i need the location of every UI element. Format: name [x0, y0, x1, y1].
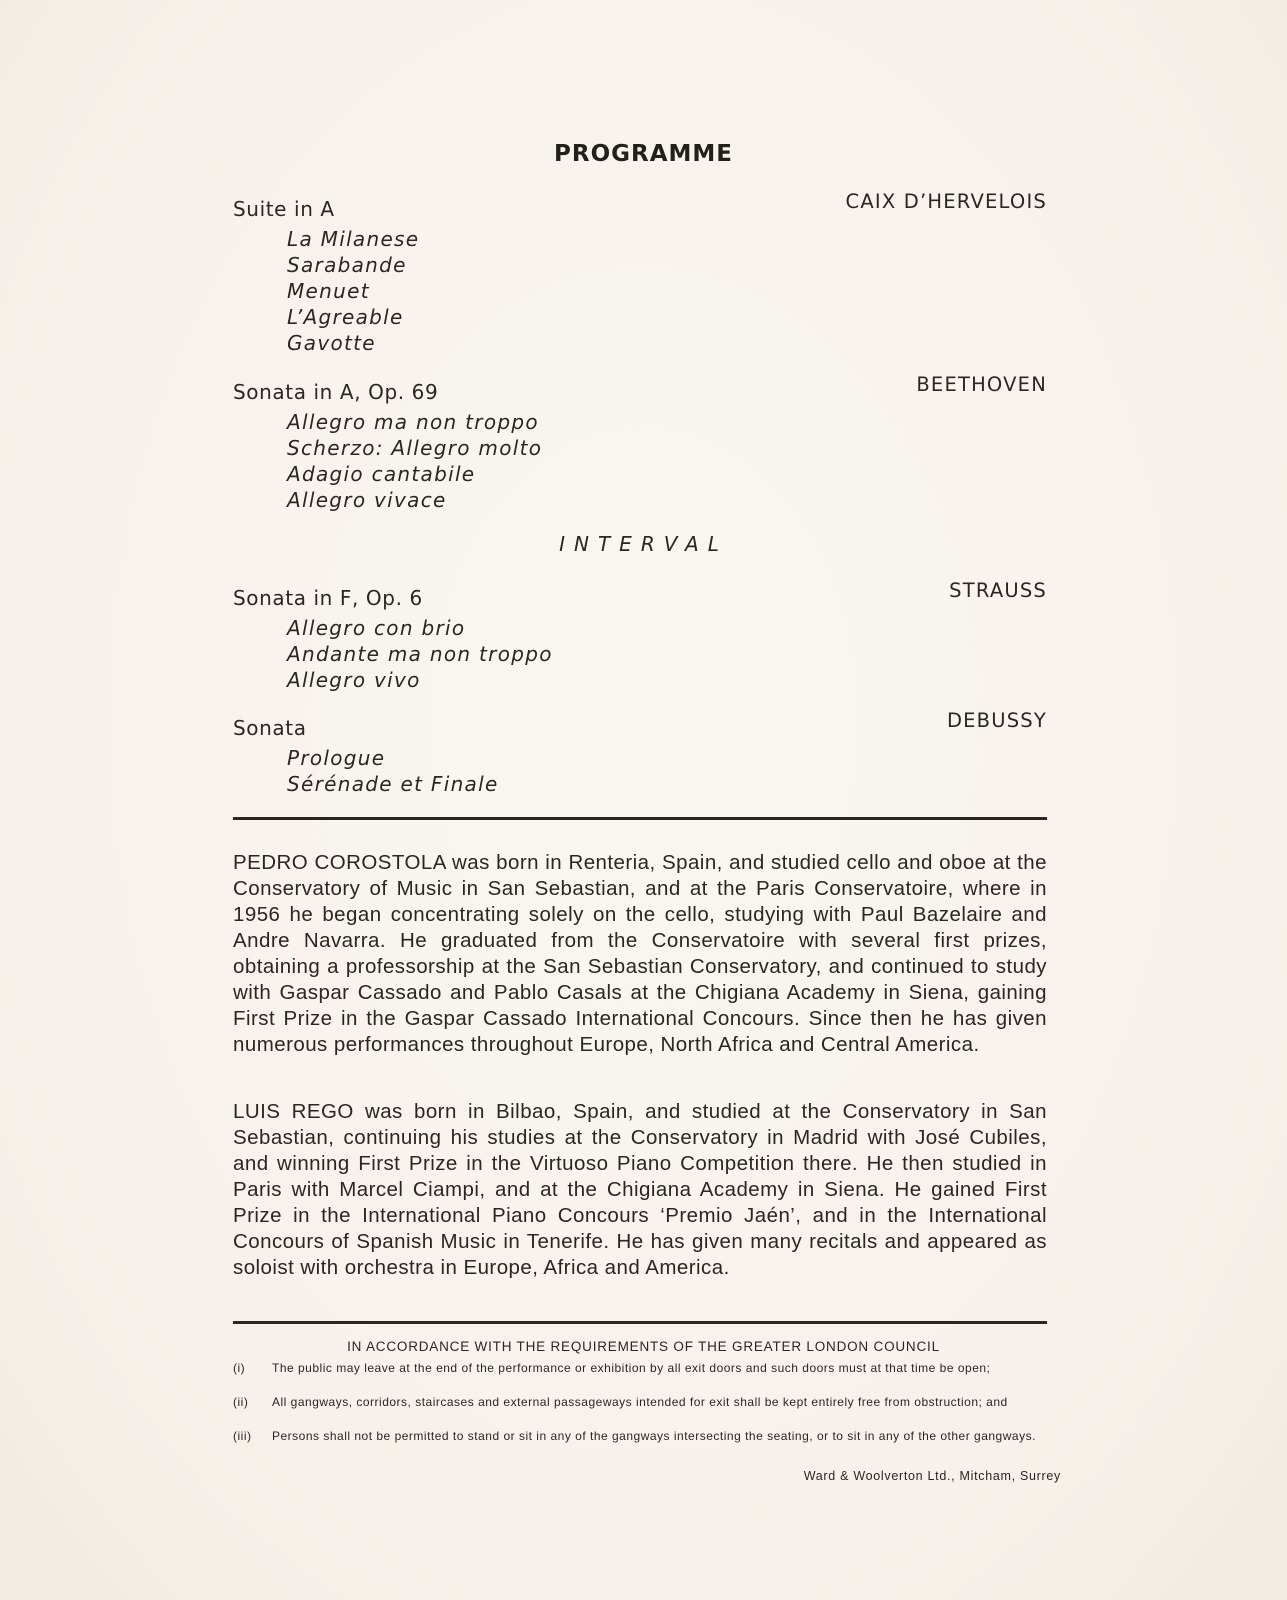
- work-title: Sonata in F, Op. 6: [233, 586, 423, 610]
- rule-text: The public may leave at the end of the performance or exhibition by all exit doors and such doors must at that time be open;: [272, 1361, 991, 1375]
- movement-item: Allegro vivo: [287, 668, 421, 692]
- programme-work: [233, 709, 1047, 797]
- work-title: Sonata: [233, 716, 307, 740]
- interval-label: INTERVAL: [559, 532, 728, 556]
- programme-work: [233, 373, 1047, 513]
- movement-item: Prologue: [287, 746, 386, 770]
- movement-item: Adagio cantabile: [287, 462, 476, 486]
- movement-item: Allegro vivace: [287, 488, 447, 512]
- movement-list: [233, 226, 1047, 356]
- programme-work: [233, 579, 1047, 693]
- movement-item: La Milanese: [287, 227, 420, 251]
- movement-item: Gavotte: [287, 331, 376, 355]
- movement-list: [233, 745, 1047, 797]
- divider: [233, 817, 1047, 820]
- rule-number: (iii): [233, 1429, 252, 1443]
- rule-text: All gangways, corridors, staircases and external passageways intended for exit shall be kept entirely free from obstruction; and: [272, 1395, 1008, 1409]
- divider: [233, 1321, 1047, 1324]
- movement-item: Sérénade et Finale: [287, 772, 499, 796]
- movement-item: Scherzo: Allegro molto: [287, 436, 543, 460]
- rule-number: (ii): [233, 1395, 249, 1409]
- composer-name: BEETHOVEN: [916, 373, 1047, 396]
- movement-item: Allegro con brio: [287, 616, 466, 640]
- notice-heading: IN ACCORDANCE WITH THE REQUIREMENTS OF THE GREATER LONDON COUNCIL: [347, 1339, 940, 1354]
- page-title: PROGRAMME: [554, 141, 733, 167]
- notice-rule: [233, 1361, 1050, 1375]
- biography-paragraph: LUIS REGO was born in Bilbao, Spain, and studied at the Conservatory in San Sebastian, continuing his studies at the Conservatory in Madrid with José Cubiles, and winning First Prize in the Virtuoso Piano Competition there. He then studied in Paris with Marcel Ciampi, and at the Chigiana Academy in Siena. He gained First Prize in the International Piano Concours ‘Premio Jaén’, and in the International Concours of Spanish Music in Tenerife. He has given many recitals and appeared as soloist with orchestra in Europe, Africa and America.: [233, 1100, 1047, 1279]
- movement-list: [233, 409, 1047, 513]
- movement-item: Menuet: [287, 279, 370, 303]
- printer-credit: Ward & Woolverton Ltd., Mitcham, Surrey: [803, 1469, 1061, 1483]
- rule-text: Persons shall not be permitted to stand or sit in any of the gangways intersecting the seating, or to sit in any of the other gangways.: [272, 1429, 1036, 1443]
- work-title: Suite in A: [233, 197, 335, 221]
- movement-item: Allegro ma non troppo: [287, 410, 539, 434]
- work-title: Sonata in A, Op. 69: [233, 380, 439, 404]
- notice-rule: [233, 1429, 1050, 1443]
- composer-name: DEBUSSY: [946, 709, 1047, 732]
- movement-item: L’Agreable: [287, 305, 404, 329]
- composer-name: STRAUSS: [949, 579, 1047, 602]
- biography-paragraph: PEDRO COROSTOLA was born in Renteria, Spain, and studied cello and oboe at the Conservatory of Music in San Sebastian, and at the Paris Conservatoire, where in 1956 he began concentrating solely on the cello, studying with Paul Bazelaire and Andre Navarra. He graduated from the Conservatoire with several first prizes, obtaining a professorship at the San Sebastian Conservatory, and continued to study with Gaspar Cassado and Pablo Casals at the Chigiana Academy in Siena, gaining First Prize in the Gaspar Cassado International Concours. Since then he has given numerous performances throughout Europe, North Africa and Central America.: [233, 851, 1047, 1056]
- rule-number: (i): [233, 1361, 246, 1375]
- programme-work: [233, 190, 1047, 356]
- movement-item: Sarabande: [287, 253, 407, 277]
- movement-item: Andante ma non troppo: [287, 642, 553, 666]
- movement-list: [233, 615, 1047, 693]
- composer-name: CAIX D’HERVELOIS: [845, 190, 1047, 213]
- notice-rule: [233, 1395, 1050, 1409]
